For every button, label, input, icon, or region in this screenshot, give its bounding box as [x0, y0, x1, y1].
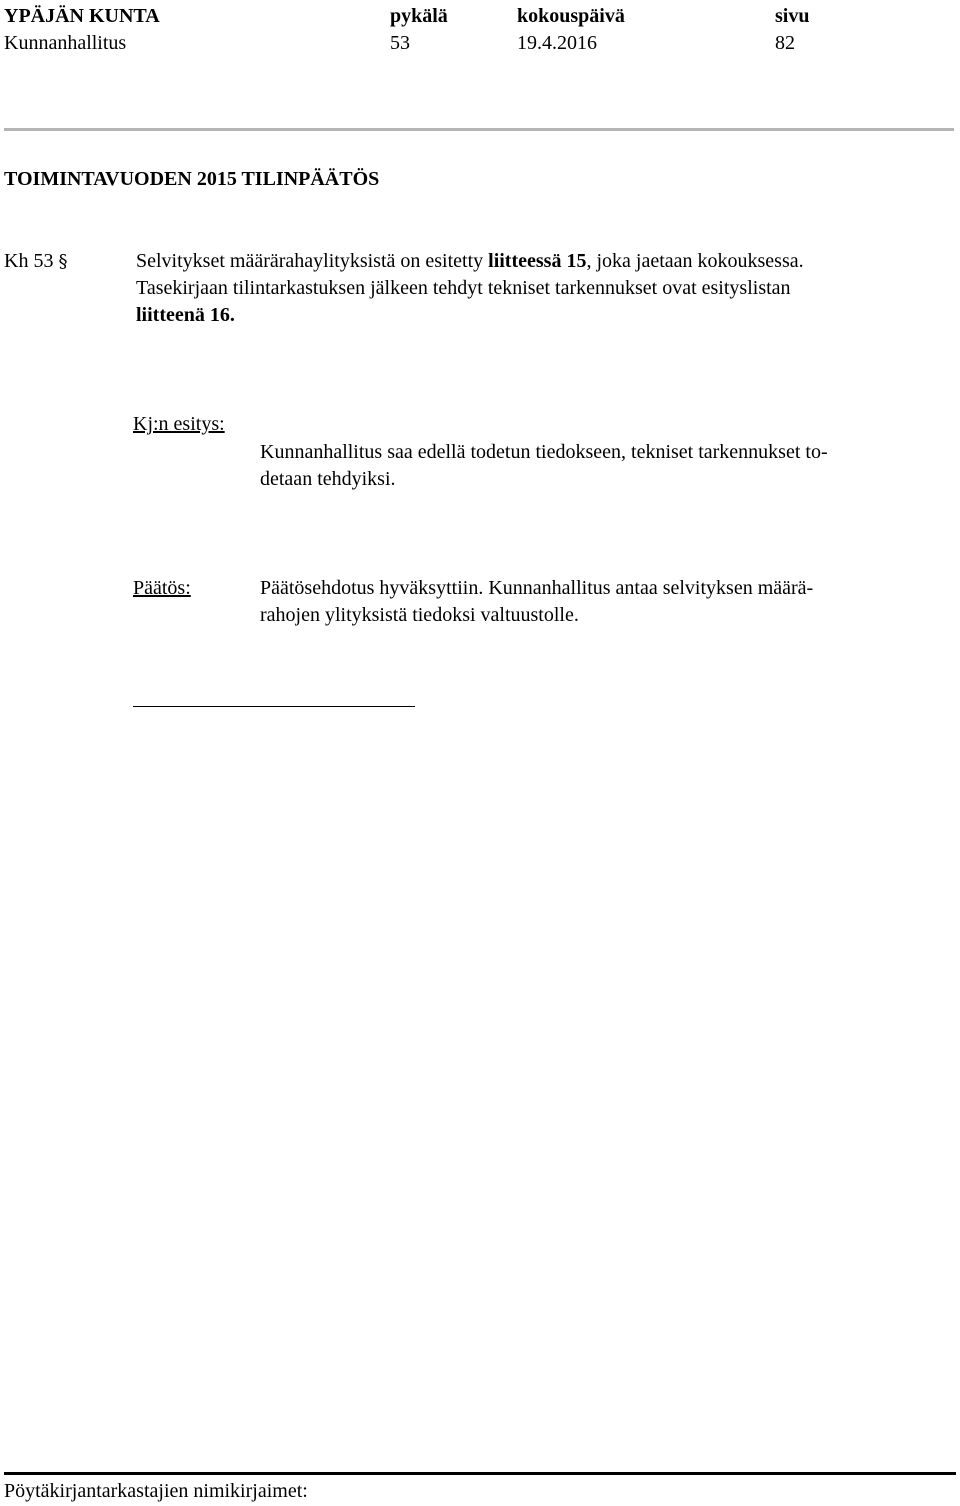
header-body: Kunnanhallitus	[4, 32, 127, 54]
footer-divider	[4, 1472, 956, 1475]
header-label-kokouspaiva: kokouspäivä	[517, 5, 625, 27]
decision-label: Päätös:	[133, 577, 191, 599]
header-pykala-value: 53	[390, 32, 410, 54]
header-label-sivu: sivu	[775, 5, 810, 27]
proposal-line-1: Kunnanhallitus saa edellä todetun tiedokseen, tekniset tarkennukset to-	[260, 441, 828, 463]
decision-line-1: Päätösehdotus hyväksyttiin. Kunnanhallitus antaa selvityksen määrä-	[260, 577, 814, 599]
proposal-label: Kj:n esitys:	[133, 413, 225, 435]
decision-line-2: rahojen ylityksistä tiedoksi valtuustolle.	[260, 604, 579, 626]
header-date-value: 19.4.2016	[517, 32, 597, 54]
section-text: , joka jaetaan kokouksessa.	[586, 250, 804, 272]
attachment-ref-16: liitteenä 16.	[136, 304, 235, 326]
section-ref-label: Kh 53	[4, 250, 54, 272]
attachment-ref-15: liitteessä 15	[488, 250, 587, 272]
footer-label: Pöytäkirjantarkastajien nimikirjaimet:	[4, 1480, 308, 1502]
header-divider	[4, 128, 954, 131]
header-label-pykala: pykälä	[390, 5, 448, 27]
section-sign-icon: §	[58, 251, 68, 272]
section-line-1	[136, 248, 804, 275]
proposal-line-2: detaan tehdyiksi.	[260, 468, 396, 490]
header-page-value: 82	[775, 32, 795, 54]
signature-line	[133, 706, 415, 707]
org-name: YPÄJÄN KUNTA	[4, 5, 160, 27]
section-text: Selvitykset määrärahaylityksistä on esitetty	[136, 250, 489, 272]
section-line-2: Tasekirjaan tilintarkastuksen jälkeen tehdyt tekniset tarkennukset ovat esityslistan	[136, 277, 791, 299]
page-title: TOIMINTAVUODEN 2015 TILINPÄÄTÖS	[4, 168, 380, 190]
section-ref	[4, 248, 67, 275]
